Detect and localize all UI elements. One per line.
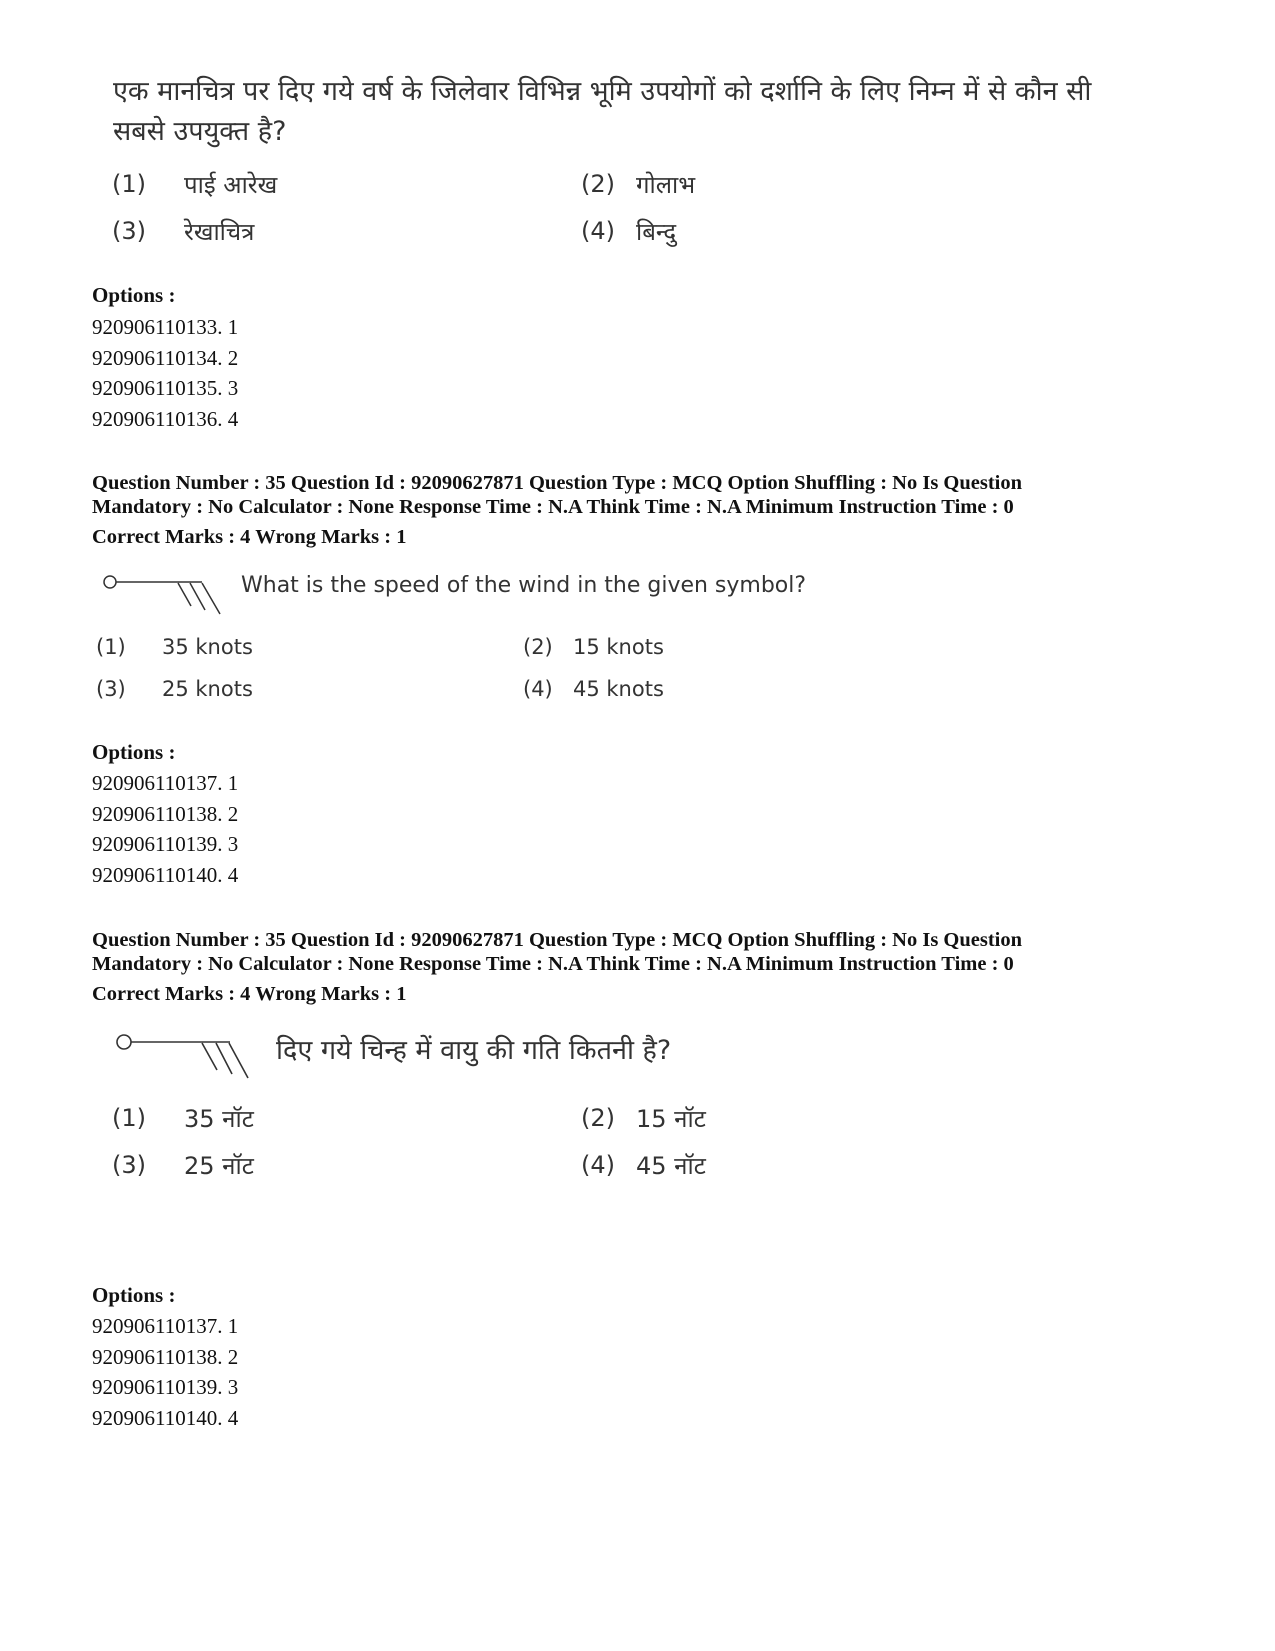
options-label: Options : — [92, 740, 176, 764]
choice-number: (3) — [96, 677, 126, 701]
question-text-hindi-landuse: एक मानचित्र पर दिए गये वर्ष के जिलेवार विभिन्न भूमि उपयोगों को दर्शानि के लिए निम्न में से कौन सी सबसे उपयुक्त है? — [113, 76, 1092, 147]
question-meta-line1: Question Number : 35 Question Id : 92090627871 Question Type : MCQ Option Shuffling : No Is Question — [92, 929, 1023, 951]
wind-barb-symbol — [112, 1030, 257, 1085]
option-id: 920906110137. 1 — [92, 771, 239, 795]
option-id: 920906110135. 3 — [92, 376, 239, 400]
choice-number: (1) — [112, 1104, 146, 1132]
option-id: 920906110133. 1 — [92, 315, 239, 339]
question-meta-line1: Question Number : 35 Question Id : 92090627871 Question Type : MCQ Option Shuffling : No Is Question — [92, 472, 1023, 494]
question-marks: Correct Marks : 4 Wrong Marks : 1 — [92, 526, 407, 548]
choice-text: पाई आरेख — [184, 171, 278, 199]
wind-barb-symbol — [98, 570, 228, 620]
option-id: 920906110138. 2 — [92, 1344, 239, 1369]
choice-number: (1) — [112, 170, 146, 198]
options-label: Options : — [92, 1283, 176, 1307]
choice-text: 45 नॉट — [636, 1152, 706, 1180]
question-text-wind-english: What is the speed of the wind in the given symbol? — [241, 573, 807, 598]
options-label: Options : — [92, 283, 176, 307]
option-id: 920906110139. 3 — [92, 832, 239, 856]
question-text-wind-hindi: दिए गये चिन्ह में वायु की गति कितनी है? — [276, 1035, 672, 1066]
choice-text: 45 knots — [573, 677, 664, 701]
choice-text: 25 नॉट — [184, 1152, 254, 1180]
options-list — [92, 1311, 238, 1433]
option-id: 920906110138. 2 — [92, 801, 239, 826]
choice-number: (2) — [581, 170, 615, 198]
choice-text: बिन्दु — [636, 218, 677, 246]
question-meta-line2: Mandatory : No Calculator : None Response Time : N.A Think Time : N.A Minimum Instruction Time : 0 — [92, 953, 1014, 975]
option-id: 920906110139. 3 — [92, 1375, 239, 1399]
choice-text: 35 नॉट — [184, 1105, 254, 1133]
choice-number: (4) — [581, 1151, 615, 1179]
choice-text: रेखाचित्र — [184, 218, 255, 246]
choice-number: (1) — [96, 635, 126, 659]
choice-text: 15 knots — [573, 635, 664, 659]
choice-text: 35 knots — [162, 635, 253, 659]
choice-text: 15 नॉट — [636, 1105, 706, 1133]
options-list — [92, 768, 238, 890]
choice-text: 25 knots — [162, 677, 253, 701]
choice-text: गोलाभ — [636, 171, 696, 199]
option-id: 920906110137. 1 — [92, 1314, 239, 1338]
option-id: 920906110140. 4 — [92, 1405, 239, 1430]
choice-number: (2) — [581, 1104, 615, 1132]
option-id: 920906110140. 4 — [92, 862, 239, 887]
option-id: 920906110136. 4 — [92, 406, 239, 431]
choice-number: (2) — [523, 635, 553, 659]
choice-number: (4) — [523, 677, 553, 701]
question-meta-line2: Mandatory : No Calculator : None Response Time : N.A Think Time : N.A Minimum Instruction Time : 0 — [92, 496, 1014, 518]
choice-number: (3) — [112, 1151, 146, 1179]
question-marks: Correct Marks : 4 Wrong Marks : 1 — [92, 983, 407, 1005]
choice-number: (3) — [112, 217, 146, 245]
choice-number: (4) — [581, 217, 615, 245]
option-id: 920906110134. 2 — [92, 345, 239, 370]
options-list — [92, 312, 238, 434]
